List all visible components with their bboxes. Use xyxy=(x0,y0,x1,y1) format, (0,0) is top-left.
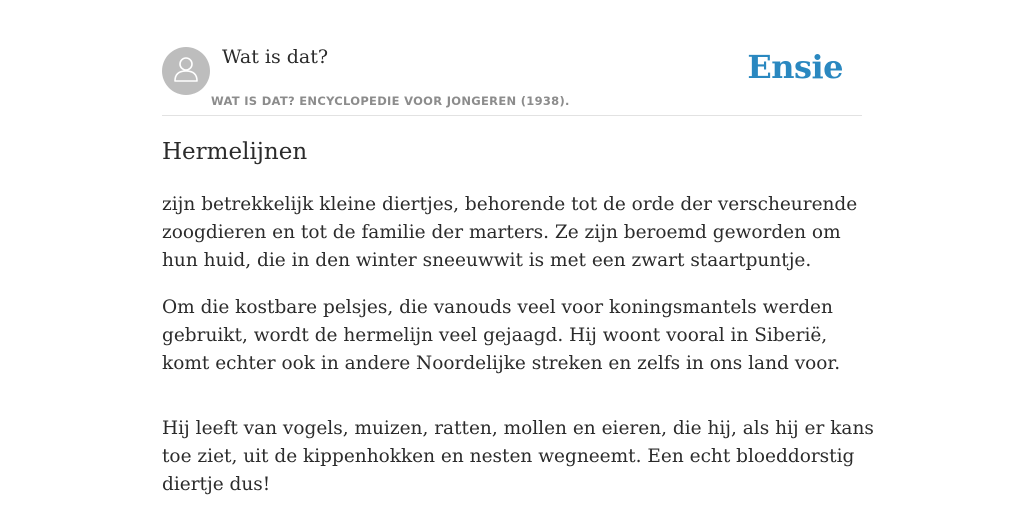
paragraph: Om die kostbare pelsjes, die vanouds veel voor koningsmantels werden gebruikt, wordt de hermelijn veel gejaagd. Hij woont vooral in Siberië, komt echter ook in andere Noordelijke streken en zelfs in ons land voor. xyxy=(162,297,841,374)
source-citation[interactable]: WAT IS DAT? ENCYCLOPEDIE VOOR JONGEREN (1938). xyxy=(211,94,570,108)
author-name[interactable]: Wat is dat? xyxy=(222,46,329,68)
paragraph: zijn betrekkelijk kleine diertjes, behorende tot de orde der verscheurende zoogdieren en tot de familie der marters. Ze zijn beroemd geworden om hun huid, die in den winter sneeuwwit is met een zwart staartpuntje. xyxy=(162,194,858,271)
article-header xyxy=(162,0,862,116)
article-container xyxy=(162,0,874,495)
user-icon xyxy=(171,54,201,88)
paragraph: Hij leeft van vogels, muizen, ratten, mollen en eieren, die hij, als hij er kans toe ziet, uit de kippenhokken en nesten wegneemt. Een echt bloeddorstig diertje dus! xyxy=(162,418,874,495)
ensie-logo[interactable]: Ensie xyxy=(747,48,843,86)
article-title: Hermelijnen xyxy=(162,139,308,165)
article-body xyxy=(162,191,874,518)
author-avatar[interactable] xyxy=(162,47,210,95)
